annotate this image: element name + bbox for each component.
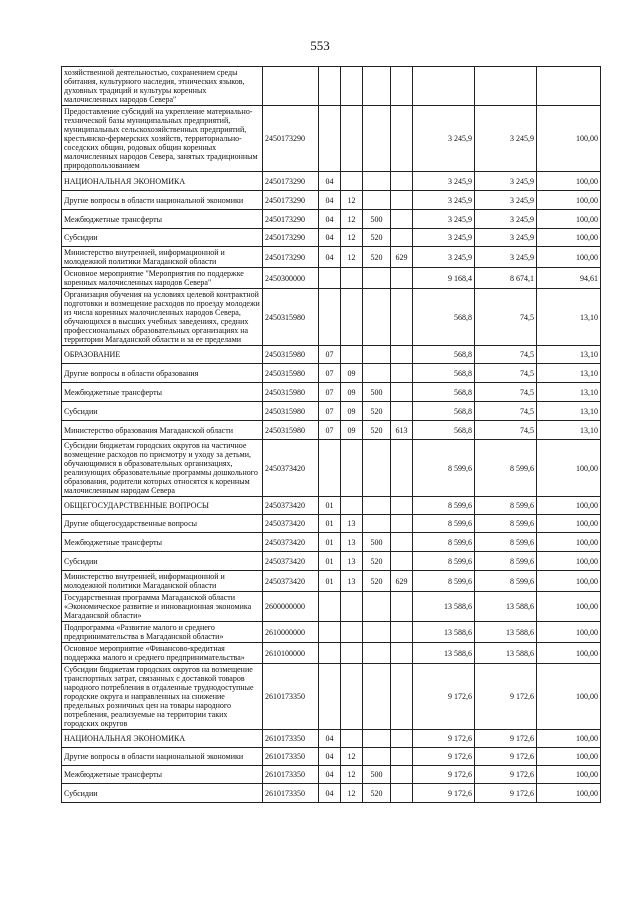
cell-fact: 8 674,1 [475, 268, 537, 289]
table-row [62, 247, 601, 268]
cell-admin [391, 191, 413, 210]
cell-code: 2450373420 [263, 440, 319, 497]
cell-percent: 100,00 [537, 106, 601, 172]
cell-section [319, 106, 341, 172]
cell-fact: 9 172,6 [475, 748, 537, 766]
cell-percent: 100,00 [537, 440, 601, 497]
cell-code: 2450300000 [263, 268, 319, 289]
cell-percent: 100,00 [537, 172, 601, 191]
cell-admin [391, 67, 413, 106]
cell-subsection [341, 106, 363, 172]
cell-plan: 9 172,6 [413, 664, 475, 730]
cell-admin [391, 497, 413, 515]
cell-name: Субсидии бюджетам городских округов на частичное возмещение расходов по присмотру и уходу за детьми, обучающимися в образовательных организациях, реализующих образовательные программы дошкольного образования, родители которых относятся к коренным малочисленным народам Севера [62, 440, 263, 497]
cell-admin: 629 [391, 571, 413, 592]
table-row [62, 515, 601, 533]
cell-admin [391, 622, 413, 643]
cell-admin [391, 748, 413, 766]
cell-plan: 3 245,9 [413, 172, 475, 191]
table-row [62, 571, 601, 592]
cell-subsection: 13 [341, 515, 363, 533]
cell-plan: 568,8 [413, 383, 475, 402]
cell-section: 07 [319, 364, 341, 383]
cell-plan: 8 599,6 [413, 515, 475, 533]
cell-expense-type [363, 622, 391, 643]
cell-expense-type: 520 [363, 229, 391, 247]
cell-fact: 9 172,6 [475, 784, 537, 803]
cell-fact: 74,5 [475, 383, 537, 402]
cell-code: 2610000000 [263, 622, 319, 643]
cell-admin [391, 515, 413, 533]
cell-plan: 568,8 [413, 421, 475, 440]
cell-name: Межбюджетные трансферты [62, 766, 263, 784]
cell-admin [391, 210, 413, 229]
cell-percent: 100,00 [537, 497, 601, 515]
cell-subsection [341, 497, 363, 515]
cell-section: 01 [319, 552, 341, 571]
table-row [62, 730, 601, 748]
budget-table [61, 66, 601, 803]
cell-fact: 74,5 [475, 364, 537, 383]
cell-expense-type [363, 364, 391, 383]
cell-plan: 8 599,6 [413, 571, 475, 592]
table-row [62, 402, 601, 421]
cell-subsection [341, 592, 363, 622]
cell-code: 2450373420 [263, 515, 319, 533]
cell-admin [391, 229, 413, 247]
cell-expense-type [363, 730, 391, 748]
cell-fact [475, 67, 537, 106]
cell-expense-type [363, 664, 391, 730]
cell-code: 2450173290 [263, 172, 319, 191]
cell-section: 01 [319, 497, 341, 515]
cell-fact: 3 245,9 [475, 229, 537, 247]
table-row [62, 622, 601, 643]
cell-name: Подпрограмма «Развитие малого и среднего предпринимательства в Магаданской области» [62, 622, 263, 643]
cell-expense-type [363, 346, 391, 364]
cell-fact: 8 599,6 [475, 533, 537, 552]
cell-expense-type: 500 [363, 533, 391, 552]
cell-name: хозяйственной деятельностью, сохранением среды обитания, культурного наследия, этнических языков, духовных традиций и культуры коренных малочисленных народов Севера" [62, 67, 263, 106]
cell-code: 2450173290 [263, 210, 319, 229]
cell-admin [391, 106, 413, 172]
cell-section [319, 643, 341, 664]
cell-admin [391, 440, 413, 497]
table-row [62, 289, 601, 346]
table-row [62, 268, 601, 289]
cell-percent: 100,00 [537, 643, 601, 664]
cell-fact: 74,5 [475, 402, 537, 421]
cell-plan: 9 168,4 [413, 268, 475, 289]
cell-name: Государственная программа Магаданской области «Экономическое развитие и инновационная экономика Магаданской области» [62, 592, 263, 622]
cell-section: 04 [319, 730, 341, 748]
cell-name: ОБЩЕГОСУДАРСТВЕННЫЕ ВОПРОСЫ [62, 497, 263, 515]
cell-section [319, 622, 341, 643]
cell-fact: 3 245,9 [475, 247, 537, 268]
cell-plan: 8 599,6 [413, 497, 475, 515]
cell-admin [391, 664, 413, 730]
cell-name: НАЦИОНАЛЬНАЯ ЭКОНОМИКА [62, 730, 263, 748]
cell-subsection: 13 [341, 533, 363, 552]
cell-plan: 9 172,6 [413, 748, 475, 766]
cell-code: 2450173290 [263, 106, 319, 172]
cell-percent: 13,10 [537, 383, 601, 402]
table-row [62, 421, 601, 440]
cell-code: 2450173290 [263, 247, 319, 268]
cell-name: Министерство внутренней, информационной и молодежной политики Магаданской области [62, 571, 263, 592]
cell-admin [391, 346, 413, 364]
cell-section [319, 592, 341, 622]
cell-subsection [341, 289, 363, 346]
table-row [62, 533, 601, 552]
cell-percent: 13,10 [537, 421, 601, 440]
cell-name: Субсидии [62, 402, 263, 421]
cell-code: 2450315980 [263, 402, 319, 421]
cell-section: 04 [319, 748, 341, 766]
cell-fact: 8 599,6 [475, 571, 537, 592]
cell-expense-type: 520 [363, 247, 391, 268]
cell-subsection [341, 664, 363, 730]
cell-name: Субсидии бюджетам городских округов на возмещение транспортных затрат, связанных с доставкой товаров народного потребления в отдаленные труднодоступные городские округа и направленных на снижение предельных розничных цен на товары народного потребления, реализуемые на территории таких городских округов [62, 664, 263, 730]
cell-code: 2450315980 [263, 346, 319, 364]
cell-fact: 9 172,6 [475, 664, 537, 730]
cell-section: 07 [319, 421, 341, 440]
cell-code: 2450373420 [263, 533, 319, 552]
cell-name: Межбюджетные трансферты [62, 210, 263, 229]
cell-section: 04 [319, 172, 341, 191]
cell-percent: 100,00 [537, 730, 601, 748]
cell-code: 2450373420 [263, 497, 319, 515]
cell-fact: 8 599,6 [475, 497, 537, 515]
cell-percent: 100,00 [537, 622, 601, 643]
cell-section: 07 [319, 383, 341, 402]
cell-plan: 568,8 [413, 402, 475, 421]
cell-name: Межбюджетные трансферты [62, 383, 263, 402]
cell-plan: 13 588,6 [413, 643, 475, 664]
cell-section [319, 664, 341, 730]
cell-fact: 3 245,9 [475, 210, 537, 229]
cell-subsection [341, 346, 363, 364]
cell-fact: 3 245,9 [475, 172, 537, 191]
cell-subsection [341, 67, 363, 106]
cell-section: 07 [319, 402, 341, 421]
cell-plan: 9 172,6 [413, 766, 475, 784]
cell-fact: 9 172,6 [475, 730, 537, 748]
cell-percent: 100,00 [537, 766, 601, 784]
table-row [62, 766, 601, 784]
cell-fact: 8 599,6 [475, 515, 537, 533]
cell-fact: 13 588,6 [475, 643, 537, 664]
cell-subsection [341, 643, 363, 664]
cell-percent: 100,00 [537, 210, 601, 229]
cell-percent: 13,10 [537, 289, 601, 346]
cell-subsection: 09 [341, 383, 363, 402]
cell-subsection [341, 172, 363, 191]
table-row [62, 346, 601, 364]
cell-name: ОБРАЗОВАНИЕ [62, 346, 263, 364]
cell-expense-type [363, 106, 391, 172]
table-row [62, 497, 601, 515]
cell-section: 04 [319, 247, 341, 268]
cell-admin: 629 [391, 247, 413, 268]
cell-subsection: 12 [341, 748, 363, 766]
cell-plan [413, 67, 475, 106]
cell-code: 2610173350 [263, 730, 319, 748]
cell-section [319, 289, 341, 346]
cell-name: Субсидии [62, 784, 263, 803]
cell-code: 2450173290 [263, 191, 319, 210]
cell-percent: 94,61 [537, 268, 601, 289]
cell-plan: 8 599,6 [413, 533, 475, 552]
cell-admin [391, 268, 413, 289]
cell-expense-type: 500 [363, 766, 391, 784]
cell-percent: 100,00 [537, 748, 601, 766]
cell-name: Другие общегосударственные вопросы [62, 515, 263, 533]
cell-expense-type [363, 592, 391, 622]
cell-code: 2450373420 [263, 552, 319, 571]
cell-plan: 568,8 [413, 346, 475, 364]
table-row [62, 229, 601, 247]
cell-admin: 613 [391, 421, 413, 440]
cell-fact: 13 588,6 [475, 592, 537, 622]
cell-section: 04 [319, 229, 341, 247]
cell-subsection [341, 730, 363, 748]
cell-fact: 74,5 [475, 289, 537, 346]
cell-fact: 74,5 [475, 346, 537, 364]
cell-percent: 100,00 [537, 552, 601, 571]
cell-section: 01 [319, 515, 341, 533]
cell-code: 2450315980 [263, 364, 319, 383]
cell-admin [391, 289, 413, 346]
cell-expense-type: 520 [363, 571, 391, 592]
cell-expense-type: 520 [363, 421, 391, 440]
cell-percent: 100,00 [537, 592, 601, 622]
cell-admin [391, 766, 413, 784]
cell-expense-type [363, 67, 391, 106]
cell-section [319, 268, 341, 289]
table-body [62, 67, 601, 803]
cell-subsection: 09 [341, 402, 363, 421]
table-row [62, 191, 601, 210]
cell-subsection: 12 [341, 210, 363, 229]
cell-plan: 9 172,6 [413, 730, 475, 748]
cell-fact: 3 245,9 [475, 106, 537, 172]
cell-percent: 100,00 [537, 571, 601, 592]
cell-fact: 8 599,6 [475, 552, 537, 571]
cell-fact: 8 599,6 [475, 440, 537, 497]
cell-expense-type [363, 191, 391, 210]
cell-admin [391, 533, 413, 552]
cell-expense-type: 500 [363, 210, 391, 229]
cell-name: Другие вопросы в области национальной экономики [62, 748, 263, 766]
cell-section [319, 67, 341, 106]
cell-subsection: 12 [341, 229, 363, 247]
cell-name: Организация обучения на условиях целевой контрактной подготовки и возмещение расходов по проезду молодежи из числа коренных малочисленных народов Севера, обучающихся в высших учебных заведениях, средних профессиональных образовательных организациях на территории Магаданской области и за ее пределами [62, 289, 263, 346]
table-row [62, 643, 601, 664]
page-number: 553 [310, 38, 330, 53]
cell-name: Субсидии [62, 552, 263, 571]
cell-section: 04 [319, 766, 341, 784]
cell-name: Субсидии [62, 229, 263, 247]
cell-admin [391, 784, 413, 803]
cell-plan: 3 245,9 [413, 247, 475, 268]
cell-code [263, 67, 319, 106]
table-row [62, 106, 601, 172]
cell-name: Основное мероприятие "Мероприятия по поддержке коренных малочисленных народов Севера" [62, 268, 263, 289]
cell-admin [391, 172, 413, 191]
cell-expense-type [363, 643, 391, 664]
cell-expense-type: 520 [363, 402, 391, 421]
cell-plan: 13 588,6 [413, 592, 475, 622]
cell-expense-type [363, 268, 391, 289]
cell-code: 2610173350 [263, 748, 319, 766]
cell-percent: 100,00 [537, 784, 601, 803]
cell-expense-type [363, 748, 391, 766]
cell-fact: 74,5 [475, 421, 537, 440]
cell-subsection: 13 [341, 552, 363, 571]
cell-plan: 8 599,6 [413, 552, 475, 571]
cell-percent: 100,00 [537, 229, 601, 247]
cell-expense-type: 520 [363, 784, 391, 803]
cell-fact: 13 588,6 [475, 622, 537, 643]
cell-admin [391, 402, 413, 421]
cell-section: 04 [319, 191, 341, 210]
cell-expense-type [363, 515, 391, 533]
cell-section: 01 [319, 571, 341, 592]
cell-admin [391, 643, 413, 664]
table-row [62, 364, 601, 383]
cell-subsection [341, 440, 363, 497]
cell-percent: 13,10 [537, 346, 601, 364]
cell-expense-type [363, 440, 391, 497]
cell-code: 2600000000 [263, 592, 319, 622]
cell-section: 04 [319, 210, 341, 229]
cell-section [319, 440, 341, 497]
cell-code: 2450315980 [263, 383, 319, 402]
cell-section: 04 [319, 784, 341, 803]
cell-plan: 13 588,6 [413, 622, 475, 643]
cell-subsection [341, 268, 363, 289]
table-row [62, 784, 601, 803]
cell-fact: 9 172,6 [475, 766, 537, 784]
cell-code: 2450173290 [263, 229, 319, 247]
cell-name: Министерство внутренней, информационной и молодежной политики Магаданской области [62, 247, 263, 268]
cell-name: Другие вопросы в области национальной экономики [62, 191, 263, 210]
cell-name: Основное мероприятие «Финансово-кредитная поддержка малого и среднего предпринимательства» [62, 643, 263, 664]
cell-expense-type [363, 172, 391, 191]
cell-percent: 13,10 [537, 402, 601, 421]
cell-name: Министерство образования Магаданской области [62, 421, 263, 440]
cell-plan: 568,8 [413, 364, 475, 383]
cell-expense-type [363, 497, 391, 515]
cell-code: 2450373420 [263, 571, 319, 592]
cell-name: Другие вопросы в области образования [62, 364, 263, 383]
cell-name: НАЦИОНАЛЬНАЯ ЭКОНОМИКА [62, 172, 263, 191]
cell-percent: 100,00 [537, 515, 601, 533]
cell-code: 2610173350 [263, 766, 319, 784]
cell-plan: 3 245,9 [413, 229, 475, 247]
table-row [62, 552, 601, 571]
cell-admin [391, 592, 413, 622]
cell-subsection: 12 [341, 247, 363, 268]
table-row [62, 592, 601, 622]
cell-admin [391, 364, 413, 383]
cell-name: Межбюджетные трансферты [62, 533, 263, 552]
cell-code: 2610173350 [263, 664, 319, 730]
table-row [62, 440, 601, 497]
cell-section: 01 [319, 533, 341, 552]
cell-expense-type [363, 289, 391, 346]
cell-subsection: 09 [341, 364, 363, 383]
cell-plan: 9 172,6 [413, 784, 475, 803]
cell-subsection: 13 [341, 571, 363, 592]
cell-code: 2450315980 [263, 289, 319, 346]
cell-expense-type: 500 [363, 383, 391, 402]
cell-subsection: 12 [341, 784, 363, 803]
table-row [62, 383, 601, 402]
cell-expense-type: 520 [363, 552, 391, 571]
cell-admin [391, 552, 413, 571]
cell-plan: 3 245,9 [413, 106, 475, 172]
cell-fact: 3 245,9 [475, 191, 537, 210]
cell-subsection: 12 [341, 766, 363, 784]
cell-admin [391, 383, 413, 402]
cell-code: 2450315980 [263, 421, 319, 440]
table-row [62, 748, 601, 766]
cell-name: Предоставление субсидий на укрепление материально-технической базы муниципальных предприятий, муниципальных сельскохозяйственных предприятий, крестьянско-фермерских хозяйств, территориально-соседских общин, родовых общин коренных малочисленных народов Севера, занятых традиционным природопользованием [62, 106, 263, 172]
cell-percent: 13,10 [537, 364, 601, 383]
table-row [62, 67, 601, 106]
table-row [62, 664, 601, 730]
cell-section: 07 [319, 346, 341, 364]
cell-plan: 568,8 [413, 289, 475, 346]
cell-percent: 100,00 [537, 191, 601, 210]
cell-percent: 100,00 [537, 664, 601, 730]
cell-admin [391, 730, 413, 748]
cell-subsection: 12 [341, 191, 363, 210]
cell-percent: 100,00 [537, 247, 601, 268]
cell-code: 2610100000 [263, 643, 319, 664]
table-row [62, 210, 601, 229]
cell-plan: 3 245,9 [413, 210, 475, 229]
cell-subsection [341, 622, 363, 643]
cell-code: 2610173350 [263, 784, 319, 803]
cell-plan: 3 245,9 [413, 191, 475, 210]
cell-percent: 100,00 [537, 533, 601, 552]
cell-plan: 8 599,6 [413, 440, 475, 497]
table-row [62, 172, 601, 191]
cell-subsection: 09 [341, 421, 363, 440]
cell-percent [537, 67, 601, 106]
